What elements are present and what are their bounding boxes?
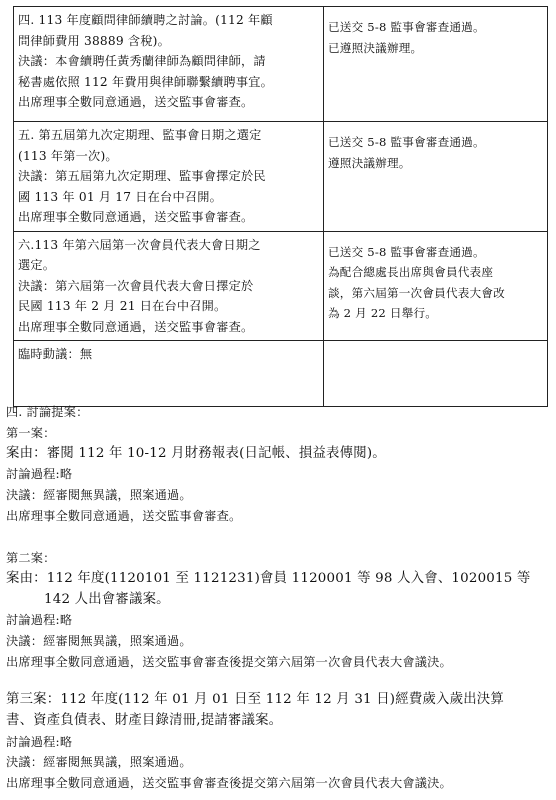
- table-row: [14, 341, 548, 407]
- agenda-text-line: 四. 113 年度顧問律師續聘之討論。(112 年顧: [18, 13, 273, 27]
- status-text-line: 已送交 5-8 監事會審查通過。: [328, 135, 485, 149]
- agenda-text-line: 問律師費用 38889 含稅)。: [18, 33, 170, 48]
- agenda-text-line: 臨時動議：無: [18, 347, 93, 361]
- agenda-text-line: (113 年第一次)。: [18, 148, 118, 163]
- agenda-text-line: 出席理事全數同意通過，送交監事會審查。: [18, 319, 254, 334]
- agenda-text-line: 六.113 年第六屆第一次會員代表大會日期之: [18, 237, 261, 252]
- agenda-text-line: 出席理事全數同意通過，送交監事會審查。: [18, 95, 254, 109]
- table-row: [14, 7, 548, 122]
- agenda-text-line: 秘書處依照 112 年費用與律師聯繫續聘事宜。: [18, 74, 273, 89]
- status-cell: [324, 341, 548, 407]
- status-cell: [324, 122, 548, 232]
- case-result: 出席理事全數同意通過，送交監事會審查後提交第六屆第一次會員代表大會議決。: [6, 776, 452, 791]
- case-reason: 案由：審閱 112 年 10-12 月財務報表(日記帳、損益表傳閱)。: [6, 445, 386, 461]
- agenda-text-line: 決議：本會續聘任黃秀蘭律師為顧問律師，請: [18, 54, 266, 68]
- agenda-text-line: 出席理事全數同意通過，送交監事會審查。: [18, 210, 254, 224]
- agenda-text-line: 國 113 年 01 月 17 日在台中召開。: [18, 189, 222, 204]
- agenda-text-line: 五. 第五屆第九次定期理、監事會日期之選定: [18, 128, 262, 142]
- case-reason: 第三案：112 年度(112 年 01 月 01 日至 112 年 12 月 31 日)經費歲入歲出決算: [6, 692, 504, 707]
- case-process: 討論過程:略: [6, 734, 73, 749]
- agenda-text-line: 決議：第五屆第九次定期理、監事會擇定於民: [18, 169, 266, 183]
- status-text-line: 遵照決議辦理。: [328, 155, 411, 170]
- minutes-table: [13, 6, 548, 407]
- case-resolution: 決議：經審閱無異議，照案通過。: [6, 755, 192, 770]
- status-text-line: 談，第六屆第一次會員代表大會改: [328, 285, 505, 300]
- agenda-text-line: 決議：第六屆第一次會員代表大會日擇定於: [18, 278, 254, 293]
- agenda-item-cell: [14, 7, 324, 122]
- status-cell: [324, 231, 548, 341]
- agenda-item-cell: [14, 341, 324, 407]
- table-row: [14, 231, 548, 341]
- case2-section: [6, 548, 551, 673]
- agenda-item-cell: [14, 122, 324, 232]
- case-reason-continued: 書、資產負債表、財產目錄清冊,提請審議案。: [6, 712, 283, 728]
- case-result: 出席理事全數同意通過，送交監事會審查後提交第六屆第一次會員代表大會議決。: [6, 654, 452, 669]
- case-resolution: 決議：經審閱無異議，照案通過。: [6, 634, 192, 649]
- case-resolution: 決議：經審閱無異議，照案通過。: [6, 488, 192, 503]
- agenda-text-line: 選定。: [18, 258, 56, 272]
- status-text-line: 已送交 5-8 監事會審查通過。: [328, 20, 485, 34]
- section-heading: 四. 討論提案：: [6, 405, 89, 419]
- case-reason: 案由：112 年度(1120101 至 1121231)會員 1120001 等 98 人入會、1020015 等: [6, 570, 531, 586]
- status-cell: [324, 7, 548, 122]
- case-process: 討論過程:略: [6, 613, 73, 628]
- agenda-text-line: 民國 113 年 2 月 21 日在台中召開。: [18, 299, 227, 313]
- status-text-line: 為 2 月 22 日舉行。: [328, 306, 438, 320]
- discussion-section: [6, 402, 551, 527]
- case-result: 出席理事全數同意通過，送交監事會審查。: [6, 508, 242, 523]
- case-reason-continued: 142 人出會審議案。: [44, 591, 170, 607]
- table-row: [14, 122, 548, 232]
- case-process: 討論過程:略: [6, 467, 73, 482]
- status-text-line: 為配合總處長出席與會員代表座: [328, 265, 494, 279]
- status-text-line: 已遵照決議辦理。: [328, 40, 423, 55]
- case-title: 第二案：: [6, 551, 56, 565]
- agenda-item-cell: [14, 231, 324, 341]
- status-text-line: 已送交 5-8 監事會審查通過。: [328, 244, 485, 259]
- case3-section: [6, 690, 551, 794]
- case-title: 第一案：: [6, 425, 56, 440]
